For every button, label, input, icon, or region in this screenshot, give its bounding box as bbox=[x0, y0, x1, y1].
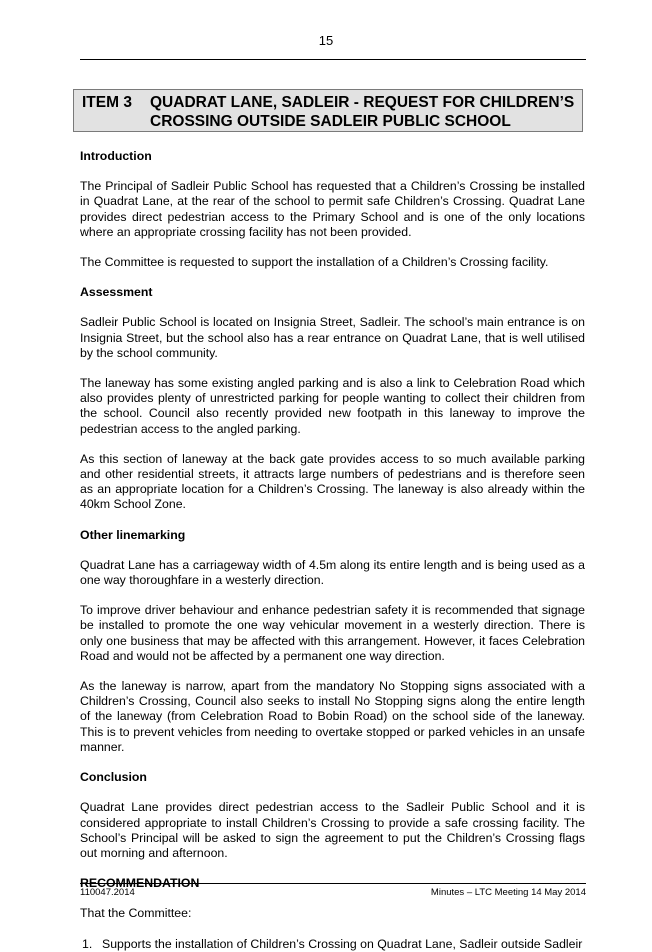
item-title: QUADRAT LANE, SADLEIR - REQUEST FOR CHILDREN’S CROSSING OUTSIDE SADLEIR PUBLIC SCHOOL bbox=[150, 94, 575, 130]
item-number: ITEM 3 bbox=[82, 94, 132, 111]
recommendation-list bbox=[80, 937, 585, 952]
list-item bbox=[80, 937, 585, 952]
paragraph: The laneway has some existing angled parking and is also a link to Celebration Road which also provides plenty of unrestricted parking for people wanting to collect their children from the school. Council also recently provided new footpath in this laneway to improve the pedestrian access to the angled parking. bbox=[80, 376, 585, 436]
paragraph: As this section of laneway at the back gate provides access to so much available parking and other residential streets, it attracts large numbers of pedestrians and is therefore seen as an appropriate location for a Children’s Crossing. The laneway is also already within the 40km School Zone. bbox=[80, 451, 585, 512]
footer-divider bbox=[80, 883, 586, 884]
section-heading-conclusion: Conclusion bbox=[80, 770, 147, 785]
paragraph: To improve driver behaviour and enhance pedestrian safety it is recommended that signage be installed to promote the one way vehicular movement in a westerly direction. There is only one business that may be affected with this arrangement. However, it faces Celebration Road and would not be affected by a permanent one way direction. bbox=[80, 603, 585, 663]
footer-document-number: 110047.2014 bbox=[80, 887, 135, 898]
list-item-number: 1. bbox=[82, 936, 93, 951]
paragraph: The Principal of Sadleir Public School has requested that a Children’s Crossing be installed in Quadrat Lane, at the rear of the school to permit safe Children’s Crossing. Quadrat Lane provides direct pedestrian access to the Primary School and is one of the only locations where an appropriate crossing facility has not been provided. bbox=[80, 179, 585, 239]
section-heading-assessment: Assessment bbox=[80, 285, 153, 300]
paragraph: Sadleir Public School is located on Insignia Street, Sadleir. The school’s main entrance is on Insignia Street, but the school also has a rear entrance on Quadrat Lane, that is well utilised by the school community. bbox=[80, 315, 585, 360]
paragraph: Quadrat Lane has a carriageway width of 4.5m along its entire length and is being used as a one way thoroughfare in a westerly direction. bbox=[80, 557, 585, 588]
footer-meeting-info: Minutes – LTC Meeting 14 May 2014 bbox=[430, 887, 586, 898]
recommendation-intro: That the Committee: bbox=[80, 906, 192, 921]
document-body bbox=[80, 149, 585, 952]
item-heading-box bbox=[73, 89, 583, 132]
section-heading-introduction: Introduction bbox=[80, 149, 152, 163]
list-item-text: Supports the installation of Children’s Crossing on Quadrat Lane, Sadleir outside Sadleir bbox=[102, 936, 583, 951]
paragraph: Quadrat Lane provides direct pedestrian access to the Sadleir Public School and it is considered appropriate to install Children’s Crossing to provide a safe crossing facility. The School’s Principal will be asked to sign the agreement to put the Children’s Crossing flags out morning and afternoon. bbox=[80, 800, 585, 860]
section-heading-recommendation: RECOMMENDATION bbox=[80, 876, 200, 891]
section-heading-other-linemarking: Other linemarking bbox=[80, 527, 186, 542]
header-divider bbox=[80, 59, 586, 60]
paragraph: The Committee is requested to support the installation of a Children’s Crossing facility. bbox=[80, 255, 549, 270]
paragraph: As the laneway is narrow, apart from the mandatory No Stopping signs associated with a Children’s Crossing, Council also seeks to install No Stopping signs along the entire length of the laneway (from Celebration Road to Bobin Road) on the school side of the laneway. This is to prevent vehicles from needing to overtake stopped or parked vehicles in an unsafe manner. bbox=[80, 679, 585, 754]
page-number: 15 bbox=[318, 33, 334, 48]
